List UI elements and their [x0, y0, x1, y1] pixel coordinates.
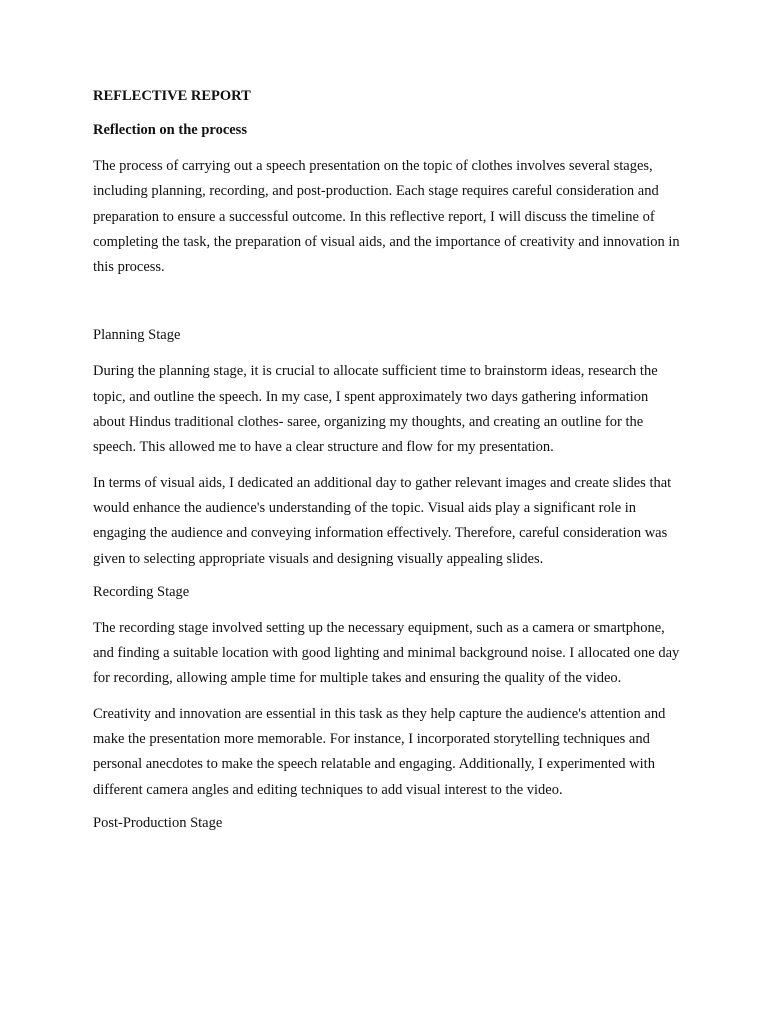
planning-paragraph-2: In terms of visual aids, I dedicated an additional day to gather relevant images and create slides that would enhance the audience's understanding of the topic. Visual aids play a significant role in engaging the audience and conveying information effectively. Therefore, careful consideration was given to selecting appropriate visuals and designing visually appealing slides. [93, 474, 672, 567]
section-heading-recording: Recording Stage [93, 583, 190, 600]
document-title: REFLECTIVE REPORT [93, 88, 251, 104]
document-body [93, 86, 683, 847]
document-subtitle: Reflection on the process [93, 122, 247, 138]
recording-paragraph-1: The recording stage involved setting up the necessary equipment, such as a camera or smartphone, and finding a suitable location with good lighting and minimal background noise. I allocated one day for recording, allowing ample time for multiple takes and ensuring the quality of the video. [93, 619, 680, 687]
spacer [93, 290, 683, 325]
intro-paragraph: The process of carrying out a speech presentation on the topic of clothes involves several stages, including planning, recording, and post-production. Each stage requires careful consideration and preparation to ensure a successful outcome. In this reflective report, I will discuss the timeline of completing the task, the preparation of visual aids, and the importance of creativity and innovation in this process. [93, 158, 680, 276]
section-heading-planning: Planning Stage [93, 327, 181, 344]
recording-paragraph-2: Creativity and innovation are essential in this task as they help capture the audience's attention and make the presentation more memorable. For instance, I incorporated storytelling techniques and personal anecdotes to make the speech relatable and engaging. Additionally, I experimented with different camera angles and editing techniques to add visual interest to the video. [93, 705, 666, 798]
section-heading-post-production: Post-Production Stage [93, 814, 223, 831]
planning-paragraph-1: During the planning stage, it is crucial to allocate sufficient time to brainstorm ideas, research the topic, and outline the speech. In my case, I spent approximately two days gathering information about Hindus traditional clothes- saree, organizing my thoughts, and creating an outline for the speech. This allowed me to have a clear structure and flow for my presentation. [93, 363, 658, 456]
